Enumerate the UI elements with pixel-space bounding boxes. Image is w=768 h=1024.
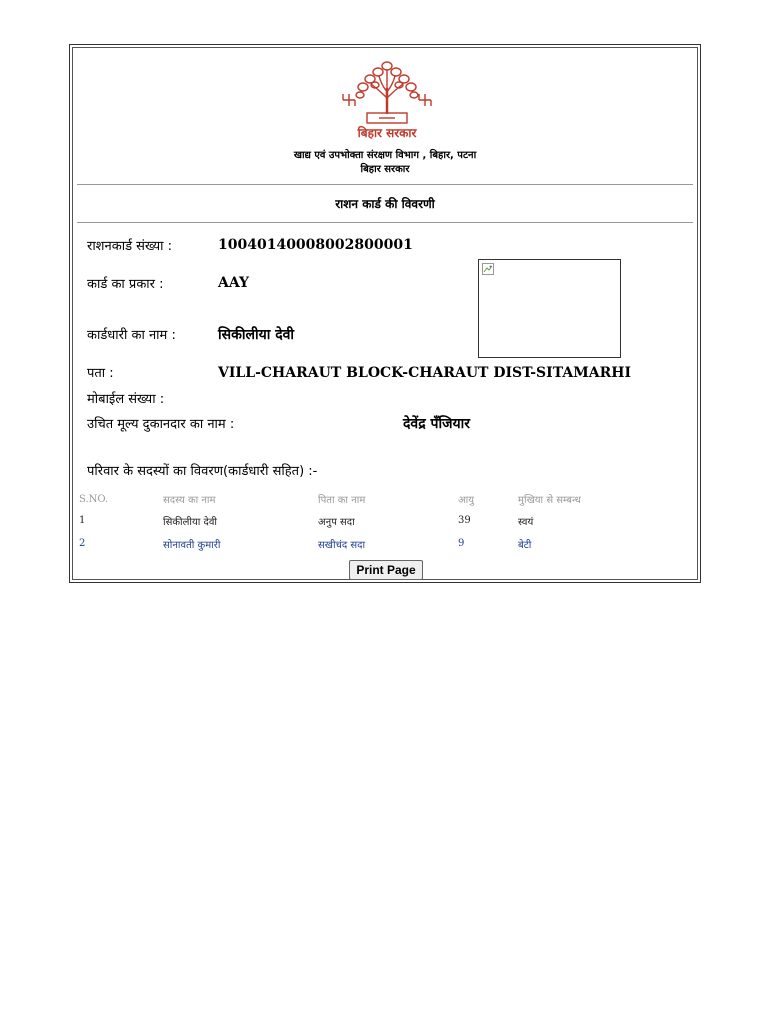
divider-bottom: [77, 222, 693, 223]
card-type-label: कार्ड का प्रकार :: [87, 277, 164, 292]
header-sno: S.NO.: [79, 493, 109, 505]
card-number-label: राशनकार्ड संख्या :: [87, 239, 172, 254]
holder-name-label: कार्डधारी का नाम :: [87, 328, 176, 343]
cell-father-name: सखीचंद सदा: [318, 539, 366, 551]
members-header-row: [79, 489, 679, 509]
divider-top: [77, 184, 693, 185]
ration-card-panel: [69, 44, 701, 583]
emblem-caption: बिहार सरकार: [357, 126, 417, 140]
cell-age: 39: [458, 515, 471, 526]
address-value: VILL-CHARAUT BLOCK-CHARAUT DIST-SITAMARHI: [218, 365, 631, 381]
mobile-label: मोबाईल संख्या :: [87, 392, 165, 407]
cell-age: 9: [458, 538, 465, 549]
bihar-government-emblem: [335, 58, 439, 142]
card-type-value: AAY: [218, 275, 250, 291]
members-table: [79, 489, 679, 555]
section-title: राशन कार्ड की विवरणी: [335, 197, 435, 211]
cell-relation: स्वयं: [518, 516, 534, 528]
dealer-name-value: देवेंद्र पँजियार: [403, 416, 470, 432]
address-label: पता :: [87, 366, 114, 381]
government-name: बिहार सरकार: [360, 164, 410, 175]
cell-relation: बेटी: [518, 539, 532, 551]
ration-card-inner: [72, 47, 698, 580]
holder-photo: [478, 259, 621, 358]
table-row: [79, 532, 679, 555]
card-number-value: 10040140008002800001: [218, 237, 413, 253]
header-age: आयु: [458, 495, 475, 506]
department-name: खाद्य एवं उपभोक्ता संरक्षण विभाग , बिहार, पटना: [293, 150, 477, 161]
header-father-name: पिता का नाम: [318, 495, 366, 506]
cell-member-name: सोनावती कुमारी: [163, 539, 221, 551]
header-relation: मुखिया से सम्बन्ध: [518, 495, 581, 506]
cell-sno: 2: [79, 538, 86, 549]
header-member-name: सदस्य का नाम: [163, 495, 216, 506]
broken-image-icon: [482, 263, 494, 275]
cell-member-name: सिकीलीया देवी: [163, 516, 218, 528]
members-title: परिवार के सदस्यों का विवरण(कार्डधारी सहित) :-: [87, 464, 318, 479]
table-row: [79, 509, 679, 532]
cell-father-name: अनुप सदा: [318, 516, 355, 528]
print-page-button[interactable]: Print Page: [349, 560, 423, 580]
cell-sno: 1: [79, 515, 86, 526]
dealer-label: उचित मूल्य दुकानदार का नाम :: [87, 417, 235, 432]
holder-name-value: सिकीलीया देवी: [218, 327, 295, 343]
